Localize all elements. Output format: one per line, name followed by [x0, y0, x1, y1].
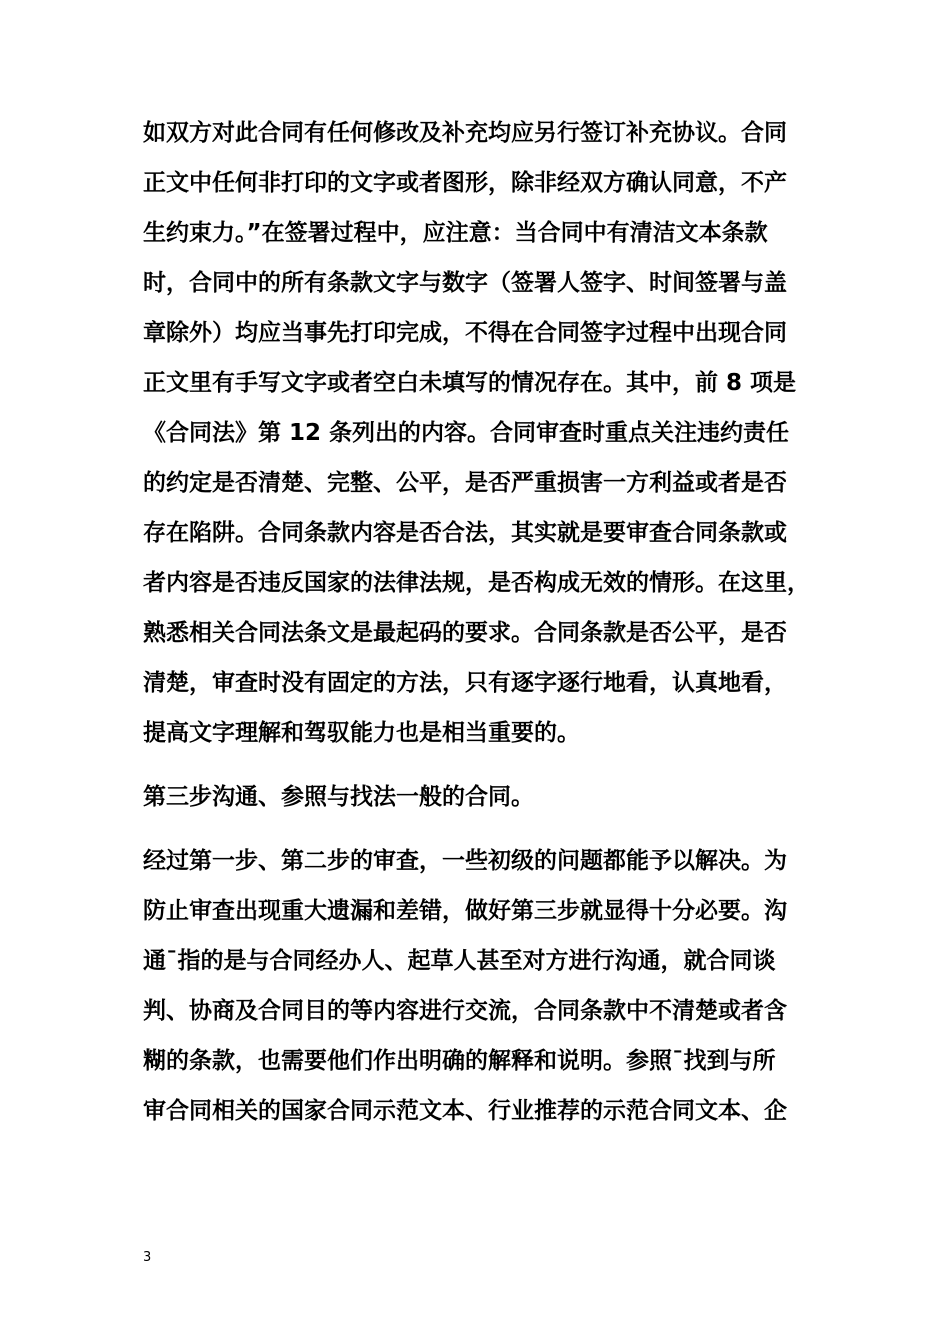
text-line: 熟悉相关合同法条文是最起码的要求。合同条款是否公平，是否: [143, 620, 787, 646]
text-line: 正文里有手写文字或者空白未填写的情况存在。其中，前 8 项是: [143, 370, 797, 396]
text-line: 时，合同中的所有条款文字与数字（签署人签字、时间签署与盖: [143, 270, 787, 296]
text-line: 判、协商及合同目的等内容进行交流，合同条款中不清楚或者含: [143, 998, 787, 1024]
text-line: 第三步沟通、参照与找法一般的合同。: [143, 784, 534, 810]
text-line: 通¯指的是与合同经办人、起草人甚至对方进行沟通，就合同谈: [143, 948, 776, 974]
text-line: 提高文字理解和驾驭能力也是相当重要的。: [143, 720, 580, 746]
text-line: 糊的条款，也需要他们作出明确的解释和说明。参照¯找到与所: [143, 1048, 776, 1074]
text-line: 章除外）均应当事先打印完成，不得在合同签字过程中出现合同: [143, 320, 787, 346]
text-line: 正文中任何非打印的文字或者图形，除非经双方确认同意，不产: [143, 170, 787, 196]
paragraph-3: [143, 836, 823, 1136]
text-line: 的约定是否清楚、完整、公平，是否严重损害一方利益或者是否: [143, 470, 787, 496]
text-line: 者内容是否违反国家的法律法规，是否构成无效的情形。在这里，: [143, 570, 810, 596]
text-line: 《合同法》第 12 条列出的内容。合同审查时重点关注违约责任: [143, 420, 790, 446]
text-line: 生约束力。”在签署过程中，应注意：当合同中有清洁文本条款: [143, 220, 768, 246]
text-line: 如双方对此合同有任何修改及补充均应另行签订补充协议。合同: [143, 120, 787, 146]
text-line: 审合同相关的国家合同示范文本、行业推荐的示范合同文本、企: [143, 1098, 787, 1124]
document-body: [143, 108, 823, 1150]
paragraph-1: [143, 108, 823, 758]
text-line: 防止审查出现重大遗漏和差错，做好第三步就显得十分必要。沟: [143, 898, 787, 924]
paragraph-2: [143, 772, 823, 822]
text-line: 清楚，审查时没有固定的方法，只有逐字逐行地看，认真地看，: [143, 670, 787, 696]
text-line: 经过第一步、第二步的审查，一些初级的问题都能予以解决。为: [143, 848, 787, 874]
page-number: 3: [143, 1250, 152, 1265]
text-line: 存在陷阱。合同条款内容是否合法，其实就是要审查合同条款或: [143, 520, 787, 546]
